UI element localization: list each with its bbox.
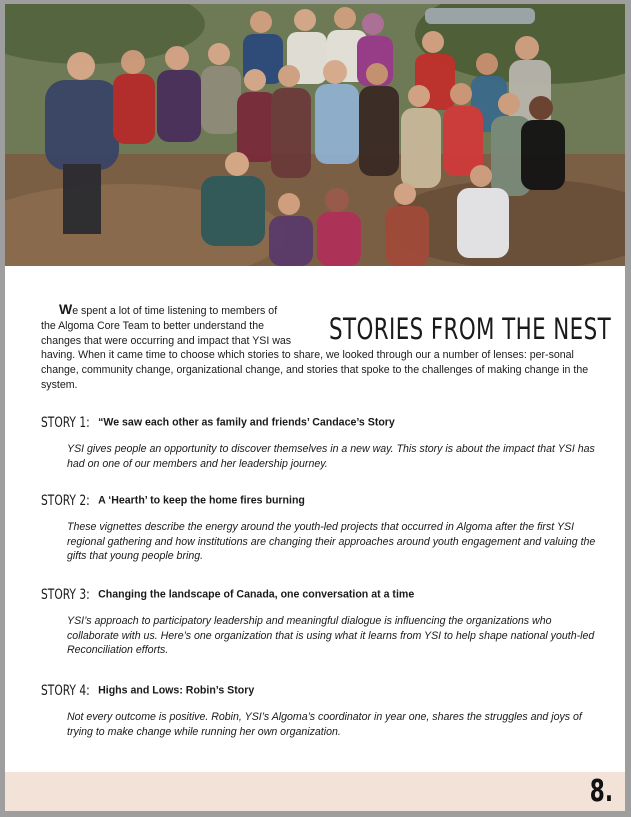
group-photo-illustration — [5, 4, 625, 266]
story-1-label: STORY 1: — [41, 414, 90, 431]
story-2-description: These vignettes describe the energy around the youth-led projects that occurred in Algoma after the first YSI regional gathering and how institutions are changing their approaches around youth engagement and valuing the gifts that young people bring. — [67, 521, 596, 563]
intro-line-3: changes that were occurring and impact that YSI was — [41, 334, 292, 347]
page-footer — [5, 772, 625, 811]
intro-line-1: e spent a lot of time listening to members of — [72, 305, 278, 317]
page-title: STORIES FROM THE NEST — [329, 312, 612, 347]
story-2 — [41, 490, 601, 564]
story-1 — [41, 412, 601, 471]
document-page — [5, 4, 625, 811]
story-1-description: YSI gives people an opportunity to discover themselves in a new way. This story is about the impact that YSI has had on one of our members and her leadership journey. — [67, 443, 595, 470]
intro-paragraph — [41, 302, 589, 393]
story-3 — [41, 584, 601, 658]
story-4-title: Highs and Lows: Robin’s Story — [98, 684, 255, 697]
intro-rest: having. When it came time to choose which stories to share, we looked through our a number of lenses: per-sonal change, community change, organizational change, and stories that spoke to the challenges of making change in the system. — [41, 349, 589, 391]
story-4-label: STORY 4: — [41, 682, 90, 699]
story-2-label: STORY 2: — [41, 492, 90, 509]
story-3-description: YSI’s approach to participatory leadership and meaningful dialogue is influencing the organizations who collaborate with us. Here’s one organization that is using what it learns from YSI to help shape national youth-led Reconciliation efforts. — [67, 615, 595, 657]
page-number: 8. — [589, 774, 613, 809]
intro-line-2: the Algoma Core Team to better understand the — [41, 319, 265, 332]
intro-dropcap: W — [59, 301, 73, 317]
story-3-label: STORY 3: — [41, 586, 90, 603]
story-4-description: Not every outcome is positive. Robin, YSI’s Algoma’s coordinator in year one, shares the struggles and joys of trying to make change while running her own organization. — [67, 711, 582, 738]
group-photo — [5, 4, 625, 266]
story-2-title: A ‘Hearth’ to keep the home fires burning — [98, 494, 305, 507]
story-1-title: “We saw each other as family and friends’ Candace’s Story — [98, 416, 395, 429]
story-4 — [41, 680, 601, 739]
story-3-title: Changing the landscape of Canada, one conversation at a time — [98, 588, 415, 601]
